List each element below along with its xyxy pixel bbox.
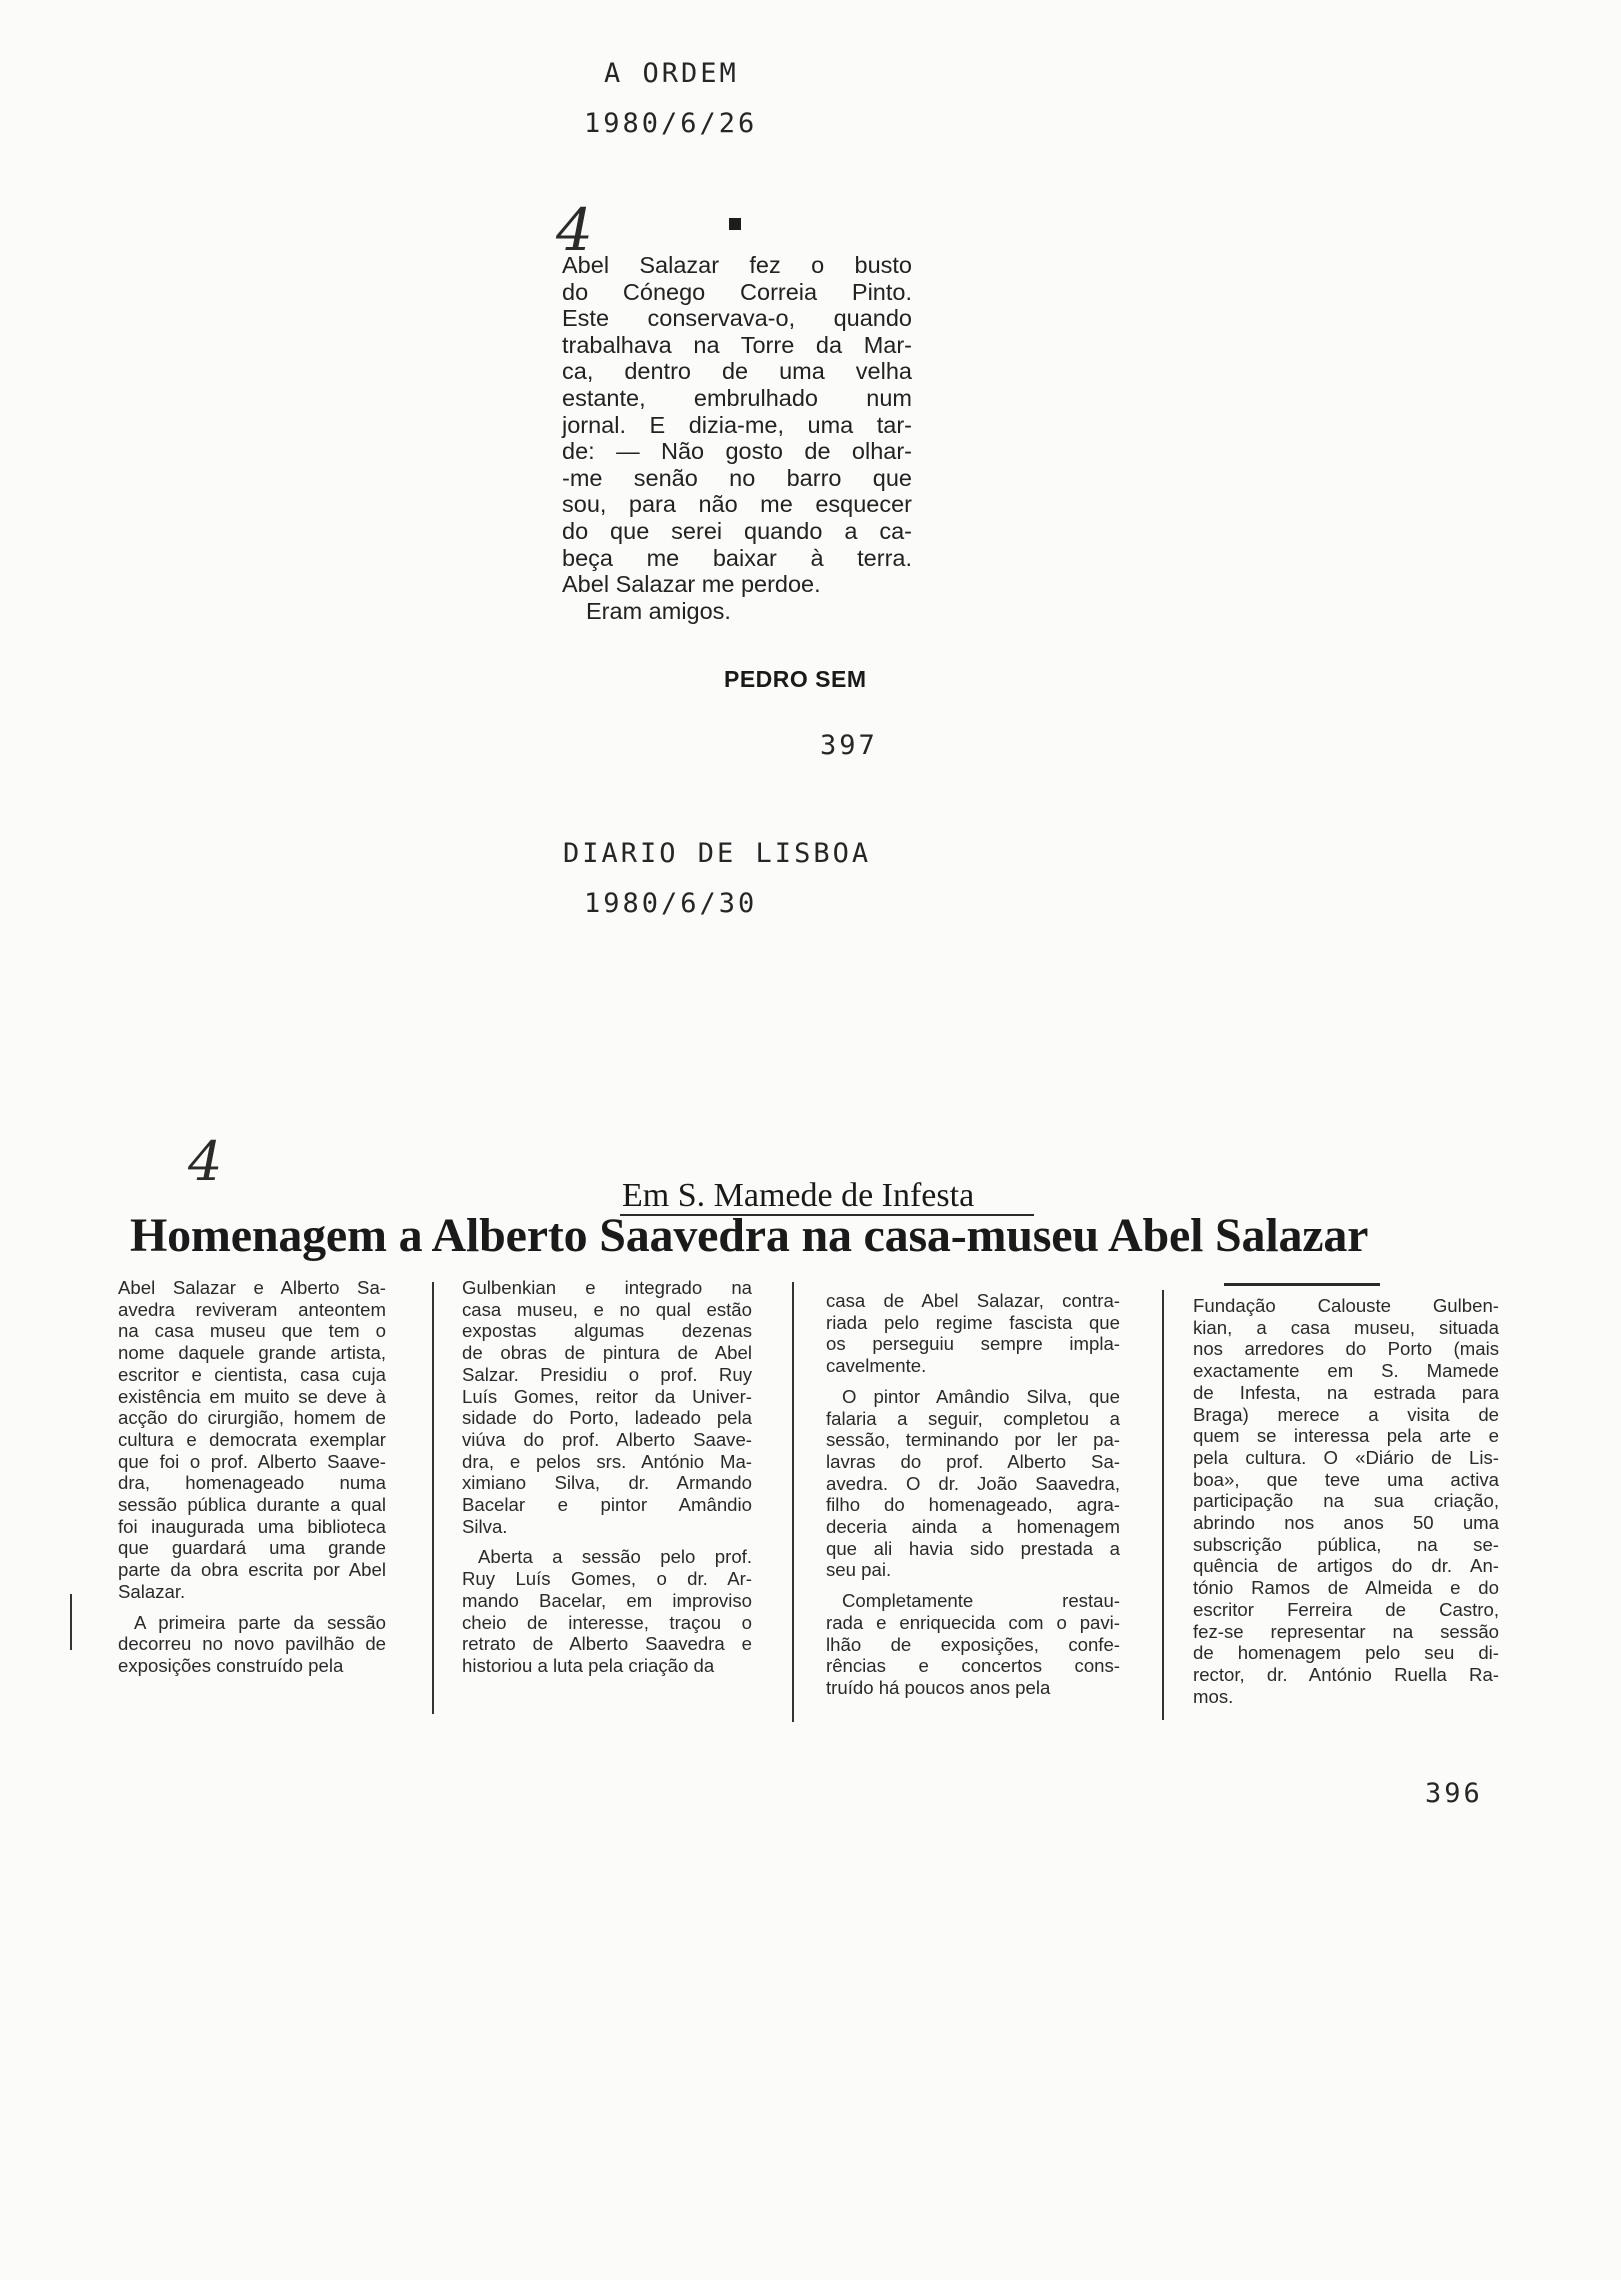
article-line: quência de artigos do dr. An-	[1193, 1555, 1499, 1577]
article-line: participação na sua criação,	[1193, 1490, 1499, 1512]
article-line: kian, a casa museu, situada	[1193, 1316, 1499, 1338]
article-line: ximiano Silva, dr. Armando	[462, 1472, 752, 1494]
article-line: decorreu no novo pavilhão de	[118, 1633, 386, 1655]
clip1-line: Eram amigos.	[586, 597, 731, 624]
article-line: fez-se representar na sessão	[1193, 1620, 1499, 1642]
article-line: rências e concertos cons-	[826, 1655, 1120, 1677]
article-line: rada e enriquecida com o pavi-	[826, 1611, 1120, 1633]
source-date-1: 1980/6/26	[584, 108, 758, 139]
article-line: viúva do prof. Alberto Saave-	[462, 1428, 752, 1450]
column-rule-2	[792, 1282, 794, 1722]
article-line: lavras do prof. Alberto Sa-	[826, 1450, 1120, 1472]
article-line: acção do cirurgião, homem de	[118, 1407, 386, 1429]
handwritten-mark-1: 4	[556, 196, 593, 264]
article-line: parte da obra escrita por Abel	[118, 1559, 386, 1581]
article-line: foi inaugurada uma biblioteca	[118, 1515, 386, 1537]
article-line: O pintor Amândio Silva, que	[842, 1385, 1120, 1407]
clip1-line: trabalhava na Torre da Mar-	[562, 331, 912, 358]
article-column-2	[462, 1277, 752, 1677]
page-number-2: 396	[1425, 1778, 1483, 1809]
article-line: os perseguiu sempre impla-	[826, 1333, 1120, 1355]
article-line: nome daquele grande artista,	[118, 1342, 386, 1364]
article-line: Silva.	[462, 1515, 508, 1537]
article-line: abrindo nos anos 50 uma	[1193, 1512, 1499, 1534]
column-rule-3	[1162, 1290, 1164, 1720]
headline-underline	[1224, 1283, 1380, 1286]
article-line: casa museu, e no qual estão	[462, 1298, 752, 1320]
handwritten-mark-2: 4	[188, 1130, 223, 1193]
article-column-4	[1193, 1295, 1499, 1707]
article-line: avedra. O dr. João Saavedra,	[826, 1472, 1120, 1494]
clip1-line: Abel Salazar me perdoe.	[562, 571, 821, 598]
article-line: exactamente em S. Mamede	[1193, 1360, 1499, 1382]
article-line: Ruy Luís Gomes, o dr. Ar-	[462, 1568, 752, 1590]
clip1-line: estante, embrulhado num	[562, 384, 912, 411]
article-line: boa», que teve uma activa	[1193, 1468, 1499, 1490]
bullet-icon	[729, 218, 741, 230]
clip1-line: do que serei quando a ca-	[562, 517, 912, 544]
article-line: falaria a seguir, completou a	[826, 1407, 1120, 1429]
source-name-2: DIARIO DE LISBOA	[563, 838, 872, 869]
article-line: Braga) merece a visita de	[1193, 1403, 1499, 1425]
margin-mark	[70, 1594, 72, 1650]
article-line: dra, homenageado numa	[118, 1472, 386, 1494]
article-line: seu pai.	[826, 1559, 892, 1581]
article-line: Abel Salazar e Alberto Sa-	[118, 1277, 386, 1298]
article-kicker: Em S. Mamede de Infesta	[622, 1177, 975, 1214]
article-line: A primeira parte da sessão	[134, 1611, 386, 1633]
article-line: avedra reviveram anteontem	[118, 1298, 386, 1320]
article-line: filho do homenageado, agra-	[826, 1494, 1120, 1516]
article-line: mos.	[1193, 1685, 1234, 1707]
clip1-line: de: — Não gosto de olhar-	[562, 438, 912, 465]
paragraph-gap	[826, 1581, 1120, 1590]
article-line: dra, e pelos srs. António Ma-	[462, 1450, 752, 1472]
article-line: casa de Abel Salazar, contra-	[826, 1290, 1120, 1311]
article-line: de Infesta, na estrada para	[1193, 1381, 1499, 1403]
clip1-line: beça me baixar à terra.	[562, 544, 912, 571]
page-number-1: 397	[820, 730, 878, 761]
article-line: subscrição pública, na se-	[1193, 1533, 1499, 1555]
article-line: nos arredores do Porto (mais	[1193, 1338, 1499, 1360]
article-line: Salzar. Presidiu o prof. Ruy	[462, 1363, 752, 1385]
article-line: rector, dr. António Ruella Ra-	[1193, 1663, 1499, 1685]
article-line: historiou a luta pela criação da	[462, 1654, 715, 1676]
article-line: sidade do Porto, ladeado pela	[462, 1407, 752, 1429]
article-line: pela cultura. O «Diário de Lis-	[1193, 1446, 1499, 1468]
article-line: cultura e democrata exemplar	[118, 1428, 386, 1450]
article-line: quem se interessa pela arte e	[1193, 1425, 1499, 1447]
article-line: Gulbenkian e integrado na	[462, 1277, 752, 1298]
article-line: riada pelo regime fascista que	[826, 1311, 1120, 1333]
article-line: que foi o prof. Alberto Saave-	[118, 1450, 386, 1472]
article-line: existência em muito se deve à	[118, 1385, 386, 1407]
article-line: escritor e cientista, casa cuja	[118, 1363, 386, 1385]
article-line: Fundação Calouste Gulben-	[1193, 1295, 1499, 1316]
column-rule-1	[432, 1282, 434, 1714]
article-line: deceria ainda a homenagem	[826, 1516, 1120, 1538]
clip1-line: -me senão no barro que	[562, 464, 912, 491]
article-line: de obras de pintura de Abel	[462, 1342, 752, 1364]
source-name-1: A ORDEM	[604, 58, 739, 89]
article-line: sessão pública durante a qual	[118, 1494, 386, 1516]
article-column-1	[118, 1277, 386, 1677]
clip1-line: do Cónego Correia Pinto.	[562, 278, 912, 305]
paragraph-gap	[462, 1537, 752, 1546]
article-line: sessão, terminando por ler pa-	[826, 1429, 1120, 1451]
source-date-2: 1980/6/30	[584, 888, 758, 919]
paragraph-gap	[118, 1603, 386, 1612]
article-line: tónio Ramos de Almeida e do	[1193, 1577, 1499, 1599]
clip1-line: jornal. E dizia-me, uma tar-	[562, 411, 912, 438]
article-column-3	[826, 1290, 1120, 1699]
article-headline: Homenagem a Alberto Saavedra na casa-museu Abel Salazar	[130, 1209, 1369, 1262]
article-signature: PEDRO SEM	[724, 666, 867, 692]
article-line: Bacelar e pintor Amândio	[462, 1494, 752, 1516]
clip1-line: ca, dentro de uma velha	[562, 358, 912, 385]
article-line: retrato de Alberto Saavedra e	[462, 1633, 752, 1655]
paragraph-gap	[826, 1377, 1120, 1386]
article-line: de homenagem pelo seu di-	[1193, 1642, 1499, 1664]
article-line: mando Bacelar, em improviso	[462, 1589, 752, 1611]
article-line: lhão de exposições, confe-	[826, 1633, 1120, 1655]
article-line: Completamente restau-	[842, 1590, 1120, 1612]
article-line: expostas algumas dezenas	[462, 1320, 752, 1342]
article-line: que ali havia sido prestada a	[826, 1537, 1120, 1559]
article-line: Salazar.	[118, 1580, 186, 1602]
article-line: cavelmente.	[826, 1355, 927, 1377]
article-line: cheio de interesse, traçou o	[462, 1611, 752, 1633]
clip1-line: Este conservava-o, quando	[562, 305, 912, 332]
clip1-line: sou, para não me esquecer	[562, 491, 912, 518]
article-line: Aberta a sessão pelo prof.	[478, 1546, 752, 1568]
article-line: na casa museu que tem o	[118, 1320, 386, 1342]
clip1-line: Abel Salazar fez o busto	[562, 252, 912, 278]
clipping-1-text	[562, 252, 912, 624]
article-line: escritor Ferreira de Castro,	[1193, 1598, 1499, 1620]
article-line: Luís Gomes, reitor da Univer-	[462, 1385, 752, 1407]
article-line: truído há poucos anos pela	[826, 1676, 1051, 1698]
article-line: que guardará uma grande	[118, 1537, 386, 1559]
article-line: exposições construído pela	[118, 1654, 344, 1676]
